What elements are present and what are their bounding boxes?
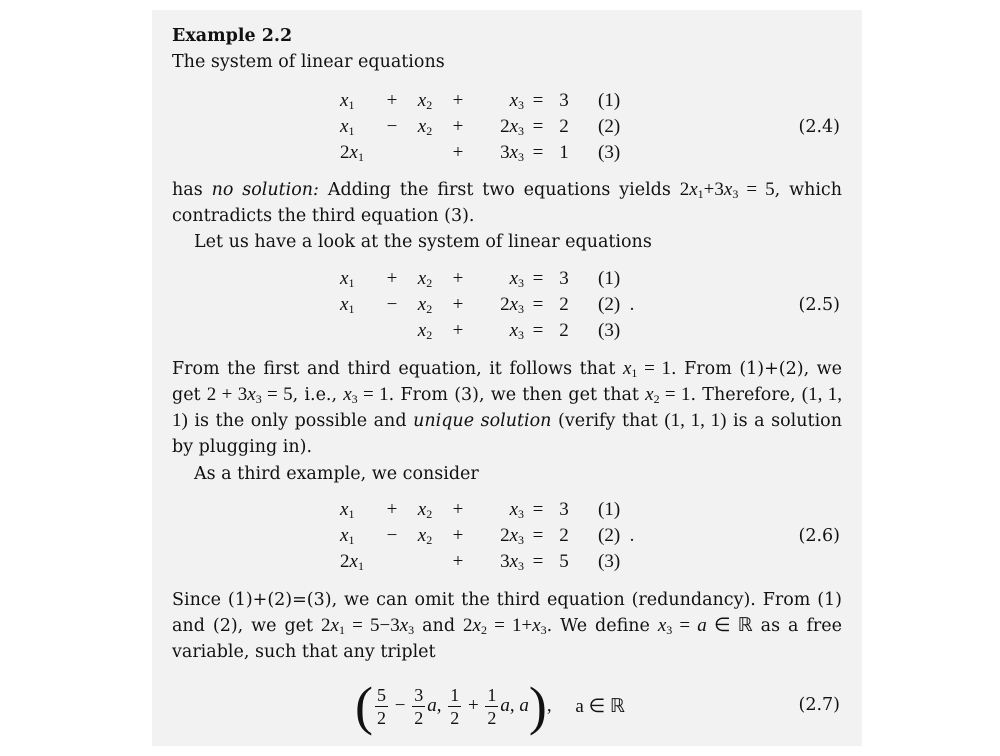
equation-term: +: [452, 116, 464, 137]
equation-term: 3: [559, 499, 569, 520]
equation-number: (2.4): [798, 117, 840, 137]
intro-text: The system of linear equations: [172, 52, 445, 72]
equation-term: +: [452, 142, 464, 163]
equation-term: +: [452, 320, 464, 341]
equation-label: (2) .: [598, 294, 635, 315]
equation-row: [340, 523, 668, 549]
equation-term: [406, 549, 444, 575]
equation-term: [378, 140, 406, 166]
equation-number: (2.5): [798, 295, 840, 315]
equation-term: 1: [559, 142, 569, 163]
equation-term: +: [452, 551, 464, 572]
equation-term: −: [386, 294, 398, 315]
paragraph-lookat: Let us have a look at the system of linear equations: [194, 232, 652, 252]
equation-label: (1): [598, 268, 621, 289]
equation-system-2-6: [340, 497, 668, 575]
equation-term: 2: [559, 320, 569, 341]
paragraph-third-example: As a third example, we consider: [194, 464, 479, 484]
equation-term: =: [532, 268, 544, 289]
equation-term: $2x_1$: [340, 142, 364, 164]
equation-term: $x_2$: [417, 499, 433, 521]
equation-term: $2x_3$: [500, 294, 524, 316]
equation-term: [406, 140, 444, 166]
equation-term: =: [532, 320, 544, 341]
equation-term: −: [386, 116, 398, 137]
equation-number: (2.6): [798, 526, 840, 546]
equation-term: $x_2$: [417, 294, 433, 316]
equation-term: =: [532, 499, 544, 520]
equation-term: $x_3$: [509, 499, 524, 521]
equation-term: [378, 549, 406, 575]
equation-term: $3x_3$: [500, 551, 524, 573]
equation-term: −: [386, 525, 398, 546]
equation-term: +: [452, 268, 464, 289]
equation-system-2-5: [340, 266, 668, 344]
equation-row: [340, 266, 668, 292]
right-paren: ): [528, 676, 547, 736]
equation-term: +: [386, 268, 398, 289]
equation-term: =: [532, 294, 544, 315]
equation-term: $x_2$: [417, 268, 433, 290]
formula-domain: a ∈ ℝ: [575, 695, 625, 717]
equation-term: 2: [559, 294, 569, 315]
equation-row: [340, 497, 668, 523]
equation-label: (3): [598, 320, 621, 341]
equation-term: =: [532, 90, 544, 111]
equation-term: 2: [559, 525, 569, 546]
equation-term: =: [532, 142, 544, 163]
equation-term: $3x_3$: [500, 142, 524, 164]
equation-term: $x_3$: [509, 90, 524, 112]
equation-term: +: [452, 90, 464, 111]
equation-label: (3): [598, 551, 621, 572]
equation-term: 5: [559, 551, 569, 572]
equation-label: (2): [598, 116, 621, 137]
equation-term: $x_2$: [417, 116, 433, 138]
equation-term: 3: [559, 90, 569, 111]
equation-label: (1): [598, 90, 621, 111]
equation-term: $x_3$: [509, 268, 524, 290]
equation-term: $2x_3$: [500, 525, 524, 547]
equation-row: [340, 549, 668, 575]
equation-term: [340, 318, 378, 344]
equation-label: (3): [598, 142, 621, 163]
paragraph-no-solution: has no solution: Adding the first two equations yields $2x_1+3x_3 = 5$, which contradicts the third equation (3).: [172, 179, 843, 226]
equation-term: +: [452, 294, 464, 315]
equation-row: [340, 140, 668, 166]
equation-term: +: [452, 499, 464, 520]
math-inline: $2x_1+3x_3 = 5$: [679, 179, 775, 201]
equation-label: (2) .: [598, 525, 635, 546]
equation-row: [340, 292, 668, 318]
equation-term: $2x_3$: [500, 116, 524, 138]
paragraph-unique: From the first and third equation, it follows that $x_1 = 1$. From (1)+(2), we get $2 + 3x_3 = 5$, i.e., $x_3 = 1$. From (3), we then get that $x_2 = 1$. Therefore, (1, 1, 1) is the only possible and unique solution (verify that (1, 1, 1) is a solution by plugging in).: [172, 358, 843, 457]
example-heading: Example 2.2: [172, 26, 293, 46]
equation-term: $x_2$: [417, 90, 433, 112]
equation-number: (2.7): [798, 695, 840, 715]
equation-term: +: [386, 90, 398, 111]
equation-term: $2x_1$: [340, 551, 364, 573]
equation-term: $x_2$: [417, 525, 433, 547]
equation-row: [340, 318, 668, 344]
equation-term: $x_1$: [340, 499, 355, 521]
no-solution-emphasis: no solution:: [211, 180, 319, 200]
equation-term: +: [452, 525, 464, 546]
equation-term: $x_2$: [417, 320, 433, 342]
equation-term: $x_1$: [340, 525, 355, 547]
left-paren: (: [355, 676, 373, 736]
equation-term: =: [532, 116, 544, 137]
equation-system-2-4: [340, 88, 668, 166]
equation-row: [340, 114, 668, 140]
equation-term: [378, 318, 406, 344]
equation-term: 3: [559, 268, 569, 289]
equation-term: =: [532, 525, 544, 546]
equation-term: +: [386, 499, 398, 520]
equation-term: 2: [559, 116, 569, 137]
equation-term: $x_1$: [340, 116, 355, 138]
solution-triplet-formula: ( $\frac{5}{2}$ − $\frac{3}{2}$ a , $\frac{1}{2}$ + $\frac{1}{2}$ a , a ) , a ∈ ℝ: [355, 676, 625, 736]
equation-term: $x_1$: [340, 268, 355, 290]
paragraph-free-variable: Since (1)+(2)=(3), we can omit the third equation (redundancy). From (1) and (2), we get $2x_1 = 5-3x_3$ and $2x_2 = 1+x_3$. We define $x_3 = a$ ∈ ℝ as a free variable, such that any triplet: [172, 590, 842, 662]
equation-term: $x_1$: [340, 90, 355, 112]
unique-solution-emphasis: unique solution: [413, 411, 552, 431]
equation-term: =: [532, 551, 544, 572]
equation-term: $x_1$: [340, 294, 355, 316]
equation-label: (1): [598, 499, 621, 520]
equation-term: $x_3$: [509, 320, 524, 342]
equation-row: [340, 88, 668, 114]
